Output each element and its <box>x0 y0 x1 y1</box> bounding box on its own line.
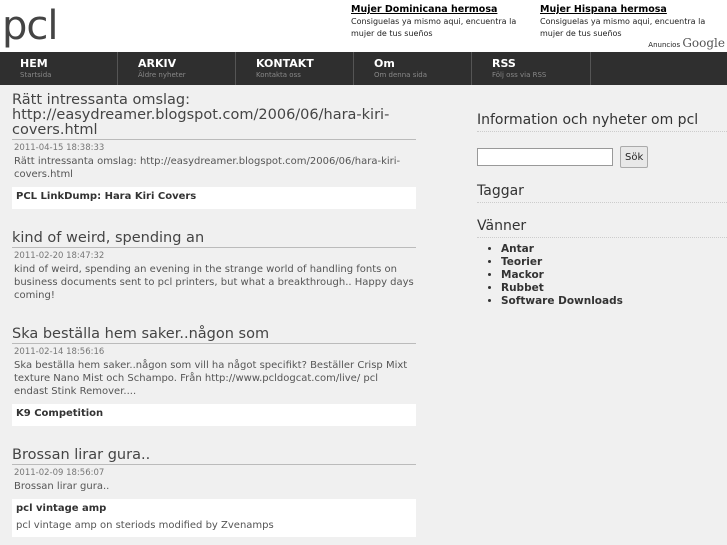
search-form <box>477 146 727 168</box>
nav-item-rss[interactable] <box>472 52 591 85</box>
friends-list <box>477 243 727 308</box>
post-title[interactable]: Rätt intressanta omslag: http://easydreamer.blogspot.com/2006/06/hara-kiri-covers.html <box>12 93 416 140</box>
ads-by-google[interactable] <box>648 36 725 50</box>
post <box>12 327 416 426</box>
post-body: Ska beställa hem saker..någon som vill ha något specifikt? Beställer Crisp Mixt texture Nano Mist och Schampo. Från http://www.pcldogcat.com/live/ pcl endast Stink Remover.... <box>14 360 408 397</box>
nav-item-sub: Äldre nyheter <box>138 71 186 79</box>
friend-link-mackor[interactable]: • Mackor <box>501 269 727 282</box>
nav-item-label: ARKIV <box>138 57 177 70</box>
post-body: Brossan lirar gura.. <box>14 481 110 492</box>
post <box>12 93 416 209</box>
nav-item-sub: Följ oss via RSS <box>492 71 547 79</box>
post <box>12 231 416 305</box>
link-box <box>12 404 416 426</box>
link-box <box>12 499 416 537</box>
sidebar-tags-title: Taggar <box>477 182 727 203</box>
nav-item-sub: Startsida <box>20 71 52 79</box>
nav-item-kontakt[interactable] <box>236 52 354 85</box>
post-date: 2011-04-15 18:38:33 <box>14 143 105 153</box>
ad-link-1[interactable]: Mujer Dominicana hermosa <box>351 4 498 15</box>
post-body: Rätt intressanta omslag: http://easydreamer.blogspot.com/2006/06/hara-kiri-covers.html <box>14 156 401 180</box>
nav-item-hem[interactable] <box>0 52 118 85</box>
site-logo[interactable]: pcl <box>2 3 58 49</box>
ads-by-label: Anuncios <box>648 41 681 49</box>
sidebar-friends-title: Vänner <box>477 217 727 238</box>
post-date: 2011-02-20 18:47:32 <box>14 251 105 261</box>
ad-block-2 <box>540 4 727 40</box>
google-logo: Google <box>682 36 725 50</box>
friend-link-software-downloads[interactable]: • Software Downloads <box>501 295 727 308</box>
post-date: 2011-02-14 18:56:16 <box>14 347 105 357</box>
link-description: pcl vintage amp on steriods modified by Zvenamps <box>16 520 274 531</box>
friend-link-antar[interactable]: • Antar <box>501 243 727 256</box>
nav-item-label: HEM <box>20 57 48 70</box>
link-box <box>12 187 416 209</box>
link-title[interactable]: PCL LinkDump: Hara Kiri Covers <box>16 191 197 202</box>
sidebar-info-title: Information och nyheter om pcl <box>477 111 727 132</box>
nav-item-arkiv[interactable] <box>118 52 236 85</box>
search-button[interactable]: Sök <box>620 146 648 168</box>
post-date: 2011-02-09 18:56:07 <box>14 468 105 478</box>
ad-text-1: Consiguelas ya mismo aqui, encuentra la mujer de tus sueños <box>351 17 517 38</box>
site-header <box>0 0 727 52</box>
link-title[interactable]: K9 Competition <box>16 408 104 419</box>
nav-item-label: KONTAKT <box>256 57 314 70</box>
nav-item-label: Om <box>374 57 395 70</box>
nav-item-sub: Kontakta oss <box>256 71 301 79</box>
ad-text-2: Consiguelas ya mismo aqui, encuentra la mujer de tus sueños <box>540 17 706 38</box>
post-list <box>12 93 416 545</box>
ad-link-2[interactable]: Mujer Hispana hermosa <box>540 4 667 15</box>
link-title[interactable]: pcl vintage amp <box>16 503 107 514</box>
post-body: kind of weird, spending an evening in the strange world of handling fonts on business documents sent to pcl printers, but what a breakthrough.. Happy days coming! <box>14 264 414 301</box>
nav-item-om[interactable] <box>354 52 472 85</box>
friend-link-rubbet[interactable]: • Rubbet <box>501 282 727 295</box>
main-nav <box>0 52 727 85</box>
friend-link-teorier[interactable]: • Teorier <box>501 256 727 269</box>
search-input[interactable] <box>477 148 613 166</box>
post-title[interactable]: Ska beställa hem saker..någon som <box>12 327 416 344</box>
nav-item-sub: Om denna sida <box>374 71 428 79</box>
ad-block-1 <box>351 4 541 40</box>
post <box>12 448 416 537</box>
post-title[interactable]: kind of weird, spending an <box>12 231 416 248</box>
nav-item-label: RSS <box>492 57 516 70</box>
post-title[interactable]: Brossan lirar gura.. <box>12 448 416 465</box>
sidebar <box>477 111 727 308</box>
